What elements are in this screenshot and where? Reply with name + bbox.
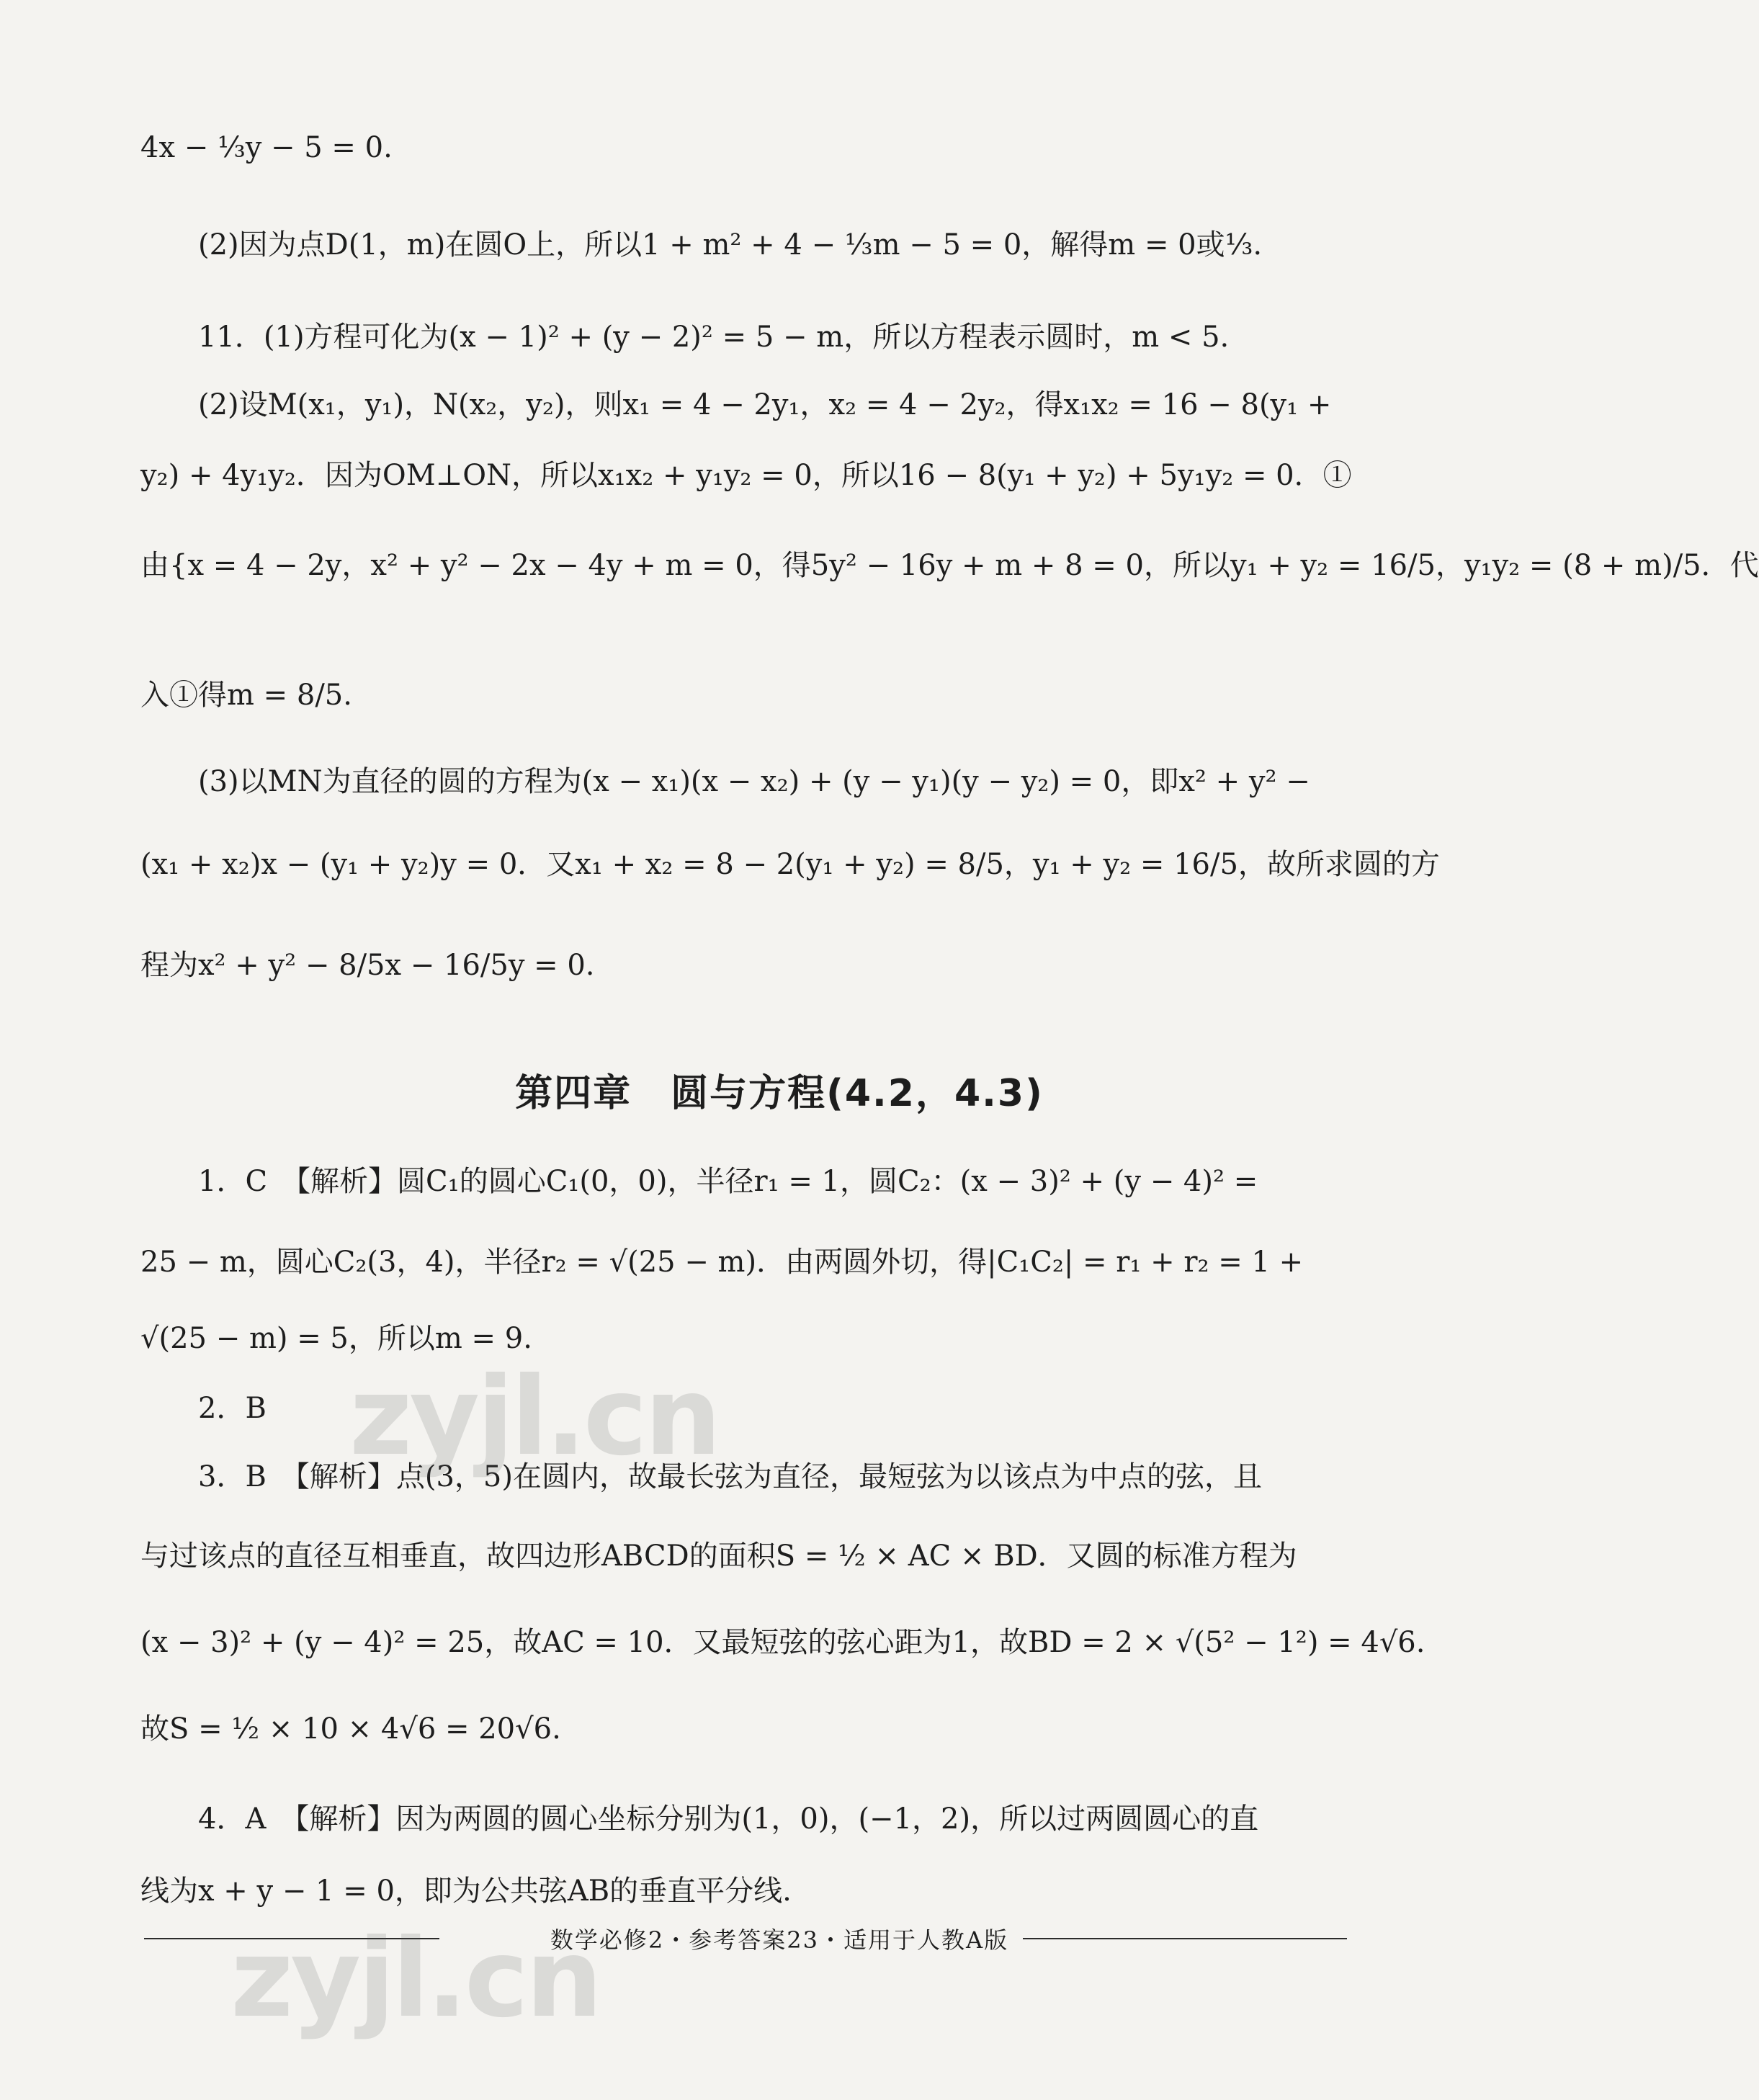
chapter-title: 第四章 圆与方程(4.2，4.3) [515, 1072, 1044, 1115]
text-line: 4．A 【解析】因为两圆的圆心坐标分别为(1，0)，(−1，2)，所以过两圆圆心的直 [198, 1802, 1259, 1836]
text-line: 程为x² + y² − 8/5x − 16/5y = 0. [140, 949, 595, 982]
text-line: √(25 − m) = 5，所以m = 9. [140, 1322, 532, 1355]
text-line: 4x − ⅓y − 5 = 0. [140, 131, 393, 164]
text-line: 11．(1)方程可化为(x − 1)² + (y − 2)² = 5 − m，所以方程表示圆时，m < 5. [198, 321, 1230, 354]
text-line: 故S = ½ × 10 × 4√6 = 20√6. [140, 1712, 561, 1746]
text-line: (x − 3)² + (y − 4)² = 25，故AC = 10．又最短弦的弦心距为1，故BD = 2 × √(5² − 1²) = 4√6. [140, 1626, 1425, 1659]
text-line: y₂) + 4y₁y₂．因为OM⊥ON，所以x₁x₂ + y₁y₂ = 0，所以16 − 8(y₁ + y₂) + 5y₁y₂ = 0．① [140, 459, 1352, 492]
page-footer: 数学必修2・参考答案23・适用于人教A版 [550, 1926, 1009, 1954]
text-line: (x₁ + x₂)x − (y₁ + y₂)y = 0．又x₁ + x₂ = 8 − 2(y₁ + y₂) = 8/5，y₁ + y₂ = 16/5，故所求圆的方 [140, 848, 1440, 881]
text-line: (2)因为点D(1，m)在圆O上，所以1 + m² + 4 − ⅓m − 5 = 0，解得m = 0或⅓. [198, 228, 1263, 262]
text-line: 由{x = 4 − 2y，x² + y² − 2x − 4y + m = 0，得5y² − 16y + m + 8 = 0，所以y₁ + y₂ = 16/5，y₁y₂ = (8 + m)/5．代 [140, 549, 1759, 582]
text-line: (2)设M(x₁，y₁)，N(x₂，y₂)，则x₁ = 4 − 2y₁，x₂ = 4 − 2y₂，得x₁x₂ = 16 − 8(y₁ + [198, 388, 1332, 421]
text-line: 2．B [198, 1392, 267, 1425]
text-line: 3．B 【解析】点(3，5)在圆内，故最长弦为直径，最短弦为以该点为中点的弦，且 [198, 1460, 1262, 1493]
text-line: 入①得m = 8/5. [140, 679, 352, 712]
text-line: 25 − m，圆心C₂(3，4)，半径r₂ = √(25 − m)．由两圆外切，得|C₁C₂| = r₁ + r₂ = 1 + [140, 1246, 1304, 1279]
text-line: (3)以MN为直径的圆的方程为(x − x₁)(x − x₂) + (y − y₁)(y − y₂) = 0，即x² + y² − [198, 765, 1310, 798]
watermark-logo: zyjl.cn [349, 1354, 719, 1480]
text-line: 1．C 【解析】圆C₁的圆心C₁(0，0)，半径r₁ = 1，圆C₂：(x − 3)² + (y − 4)² = [198, 1165, 1258, 1198]
text-line: 线为x + y − 1 = 0，即为公共弦AB的垂直平分线. [140, 1875, 792, 1908]
text-line: 与过该点的直径互相垂直，故四边形ABCD的面积S = ½ × AC × BD．又圆的标准方程为 [140, 1540, 1297, 1573]
watermark-logo: zyjl.cn [230, 1916, 600, 2042]
